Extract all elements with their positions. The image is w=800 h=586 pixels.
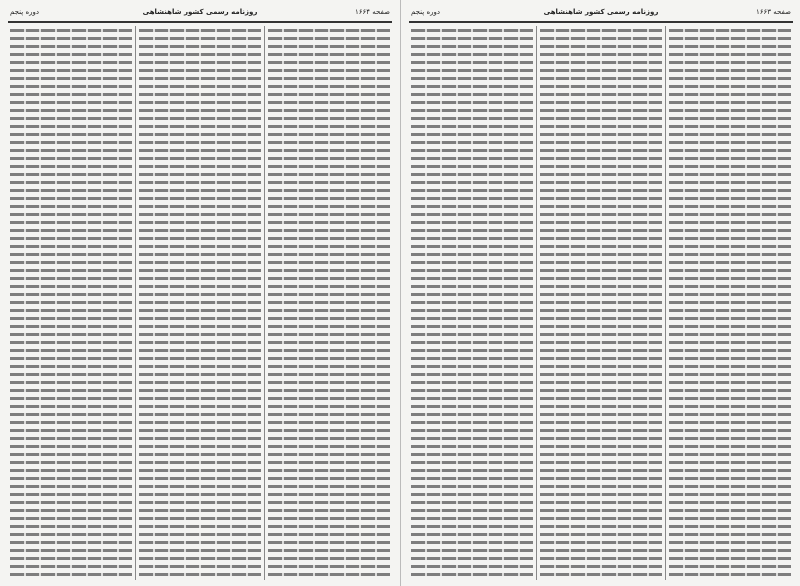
page-header	[10, 6, 390, 20]
page-number: صفحه ۱۶۶۴	[354, 8, 390, 16]
newspaper-title: روزنامه رسمی کشور شاهنشاهی	[543, 8, 659, 16]
header-rule	[8, 21, 392, 23]
text-column	[540, 26, 662, 580]
column-divider	[665, 26, 666, 580]
period-label: دوره پنجم	[411, 8, 441, 16]
column-divider	[135, 26, 136, 580]
text-column	[268, 26, 390, 580]
column-divider	[264, 26, 265, 580]
right-page	[400, 0, 800, 586]
newspaper-title: روزنامه رسمی کشور شاهنشاهی	[142, 8, 258, 16]
text-column	[10, 26, 132, 580]
column-divider	[536, 26, 537, 580]
header-rule	[409, 21, 793, 23]
text-column	[411, 26, 533, 580]
text-column	[669, 26, 791, 580]
text-column	[139, 26, 261, 580]
page-header	[411, 6, 791, 20]
period-label: دوره پنجم	[10, 8, 40, 16]
page-number: صفحه ۱۶۶۳	[755, 8, 791, 16]
